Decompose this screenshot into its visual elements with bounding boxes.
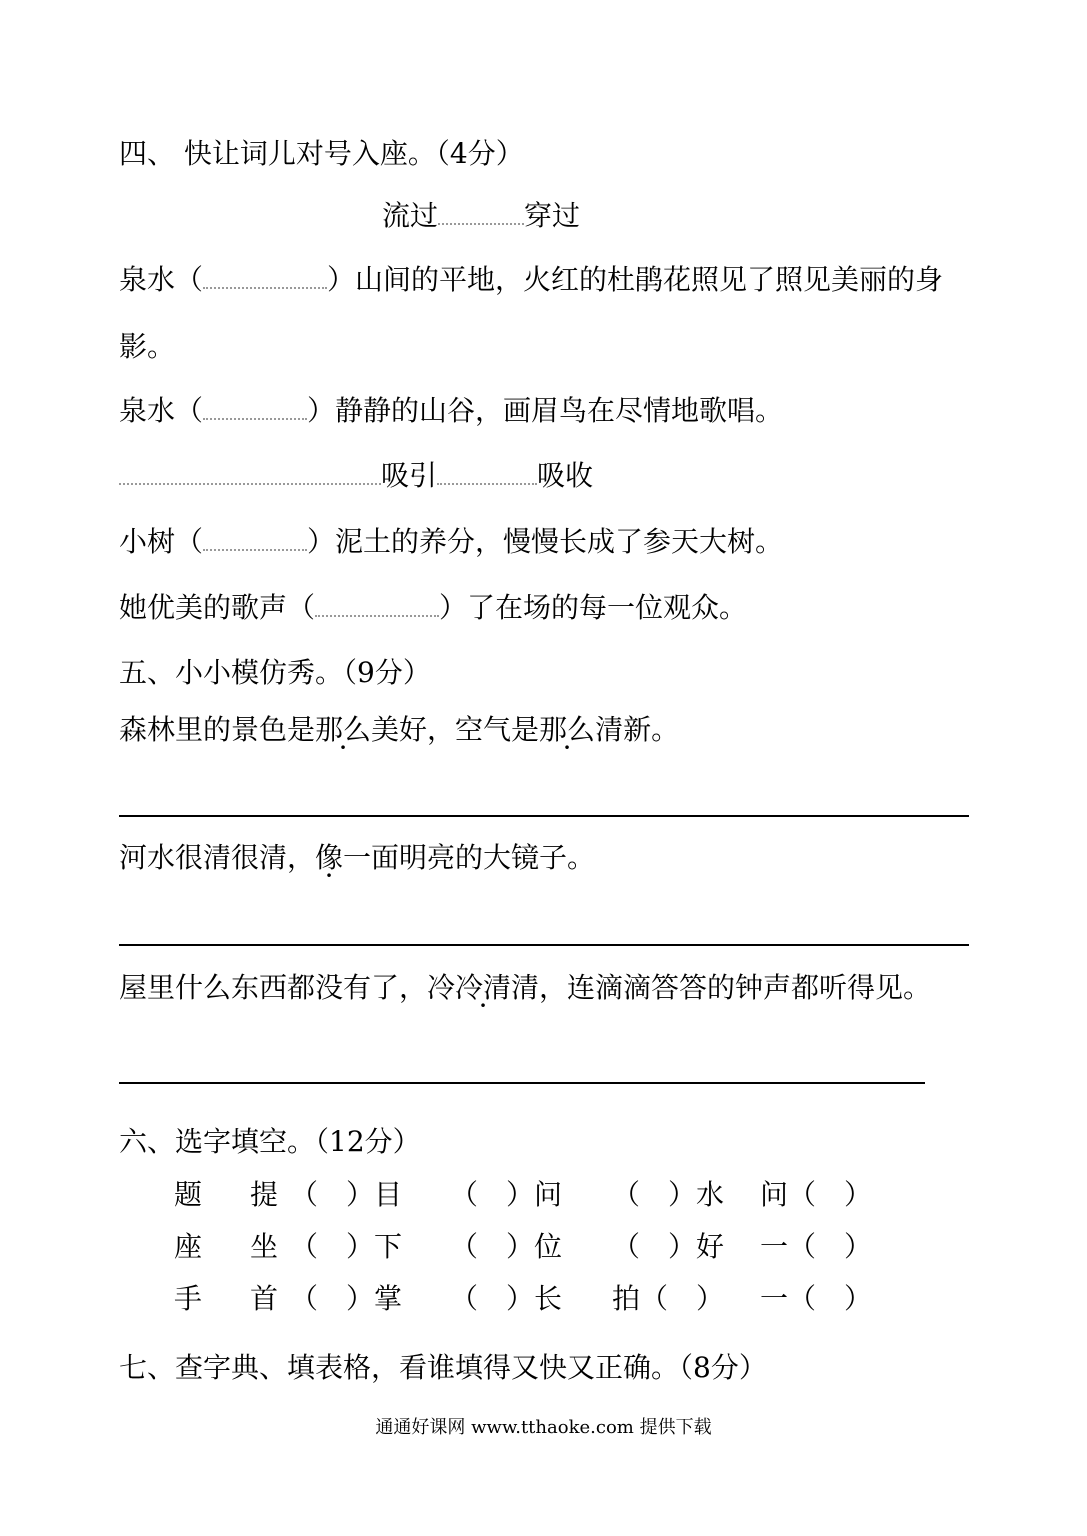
sentence-text: ）了在场的每一位观众。: [439, 591, 748, 624]
fill-item[interactable]: （ ）下: [290, 1230, 403, 1263]
example-2: [119, 840, 595, 876]
answer-blank[interactable]: [315, 615, 439, 617]
fill-item[interactable]: （ ）长: [450, 1282, 563, 1315]
section-7-title: 七、查字典、填表格，看谁填得又快又正确。（8分）: [119, 1351, 767, 1384]
section-5-title: 五、小小模仿秀。（9分）: [119, 656, 431, 689]
word-option: 穿过: [524, 199, 581, 232]
fill-row-1: [174, 1177, 872, 1213]
fill-item[interactable]: 一（ ）: [760, 1282, 873, 1315]
answer-blank[interactable]: [203, 418, 307, 420]
example-text: 屋里什么东西都没有了，: [119, 971, 428, 1004]
dotted-gap: [119, 483, 381, 485]
answer-line[interactable]: [119, 1082, 925, 1084]
section-4-title: 四、 快让词儿对号入座。（4分）: [119, 137, 524, 170]
sentence-3: [119, 524, 783, 560]
answer-line[interactable]: [119, 815, 969, 817]
emphasized-word: 那么: [315, 713, 372, 746]
example-text: 美好，空气是: [371, 713, 540, 746]
word-option: 流过: [382, 199, 439, 232]
example-text: 一面明亮的大镜子。: [343, 841, 596, 874]
word-pair-2: [119, 458, 593, 494]
char-option: 坐: [250, 1230, 279, 1263]
char-option: 提: [250, 1178, 279, 1211]
sentence-text: 泉水（: [119, 263, 204, 296]
sentence-4: [119, 590, 747, 626]
emphasized-word: 那么: [539, 713, 596, 746]
dotted-gap: [437, 483, 537, 485]
fill-item[interactable]: （ ）位: [450, 1230, 563, 1263]
fill-item[interactable]: 一（ ）: [760, 1230, 873, 1263]
sentence-text: ）泥土的养分，慢慢长成了参天大树。: [307, 525, 784, 558]
example-text: 森林里的景色是: [119, 713, 316, 746]
section-6-title: 六、选字填空。（12分）: [119, 1125, 421, 1158]
fill-item[interactable]: （ ）目: [290, 1178, 403, 1211]
emphasized-word: 像: [315, 841, 344, 874]
sentence-1: [119, 262, 943, 298]
answer-line[interactable]: [119, 944, 969, 946]
fill-item[interactable]: 拍（ ）: [612, 1282, 725, 1315]
fill-item[interactable]: 问（ ）: [760, 1178, 873, 1211]
sentence-2: [119, 393, 783, 429]
fill-row-3: [174, 1281, 872, 1317]
fill-row-2: [174, 1229, 872, 1265]
word-pair-1: [382, 198, 580, 234]
emphasized-word: 冷冷清清: [427, 971, 540, 1004]
example-3: [119, 970, 931, 1006]
char-option: 题: [174, 1178, 203, 1211]
example-1: [119, 712, 679, 748]
example-text: 河水很清很清，: [119, 841, 316, 874]
sentence-text: ）静静的山谷，画眉鸟在尽情地歌唱。: [307, 394, 784, 427]
fill-item[interactable]: （ ）掌: [290, 1282, 403, 1315]
sentence-text: 小树（: [119, 525, 204, 558]
sentence-text: 泉水（: [119, 394, 204, 427]
word-option: 吸收: [537, 459, 594, 492]
word-option: 吸引: [381, 459, 438, 492]
example-text: ，连滴滴答答的钟声都听得见。: [539, 971, 932, 1004]
fill-item[interactable]: （ ）水: [612, 1178, 725, 1211]
char-option: 手: [174, 1282, 203, 1315]
answer-blank[interactable]: [203, 287, 327, 289]
dotted-gap: [438, 223, 524, 225]
fill-item[interactable]: （ ）好: [612, 1230, 725, 1263]
fill-item[interactable]: （ ）问: [450, 1178, 563, 1211]
sentence-1-continued: 影。: [119, 330, 176, 363]
sentence-text: ）山间的平地，火红的杜鹃花照见了照见美丽的身: [327, 263, 944, 296]
sentence-text: 她优美的歌声（: [119, 591, 316, 624]
char-option: 首: [250, 1282, 279, 1315]
answer-blank[interactable]: [203, 549, 307, 551]
char-option: 座: [174, 1230, 203, 1263]
example-text: 清新。: [595, 713, 680, 746]
page-footer: 通通好课网 www.tthaoke.com 提供下载: [375, 1417, 712, 1438]
